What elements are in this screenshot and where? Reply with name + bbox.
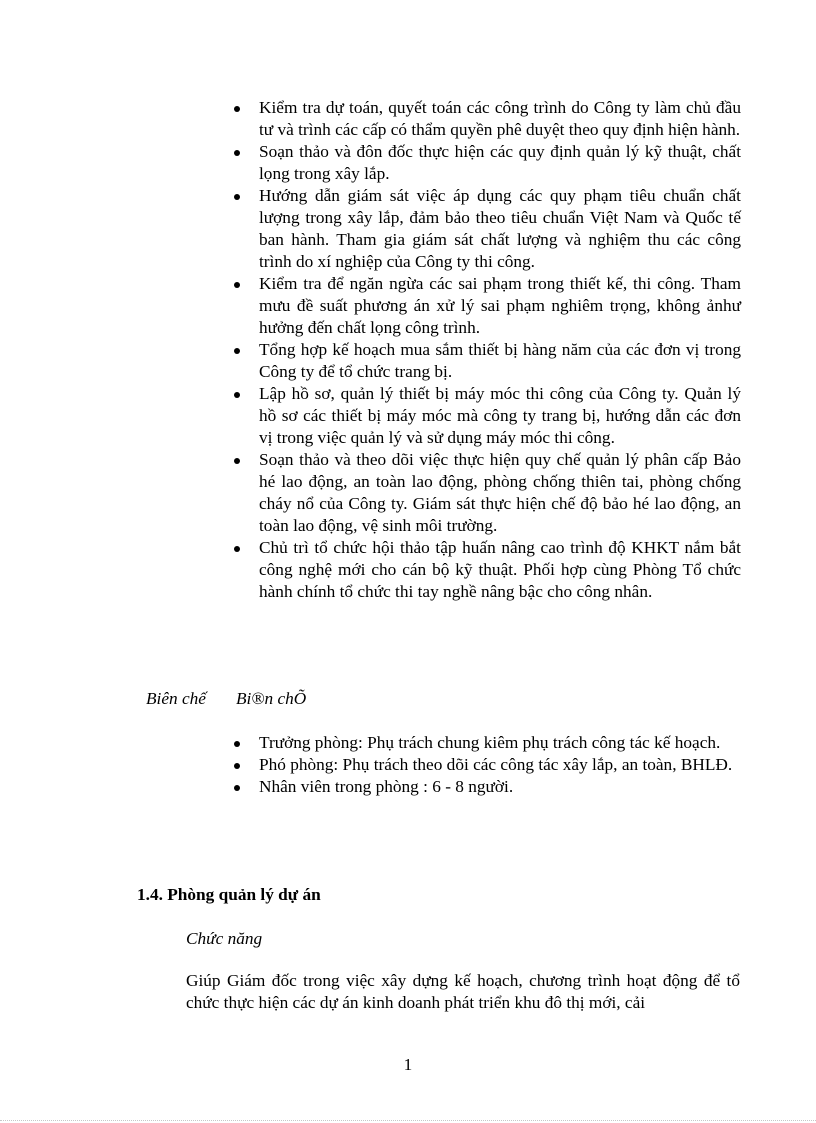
list-item [231,449,741,537]
list-item [231,273,741,339]
list-item-text: Trưởng phòng: Phụ trách chung kiêm phụ trách công tác kế hoạch. [259,733,721,752]
list-item [231,141,741,185]
list-item-text: Kiểm tra để ngăn ngừa các sai phạm trong thiết kế, thi công. Tham mưu đề suất phương án xử lý sai phạm nghiêm trọng, không ảnhư hưởng đến chất lọng công trình. [259,274,741,337]
list-item [231,754,741,776]
bullet-icon [234,785,240,791]
page-number: 1 [403,1055,413,1074]
page-bottom-divider [0,1120,816,1121]
list-item-text: Soạn thảo và đôn đốc thực hiện các quy định quản lý kỹ thuật, chất lọng trong xây lắp. [259,142,741,183]
list-item-text: Hướng dẫn giám sát việc áp dụng các quy phạm tiêu chuẩn chất lượng trong xây lắp, đảm bảo theo tiêu chuẩn Việt Nam và Quốc tế ban hành. Tham gia giám sát chất lượng và nghiệm thu các công trình do xí nghiệp của Công ty thi công. [259,186,741,271]
responsibility-list [231,97,741,603]
list-item [231,339,741,383]
list-item-text: Kiểm tra dự toán, quyết toán các công trình do Công ty làm chủ đầu tư và trình các cấp có thẩm quyền phê duyệt theo quy định hiện hành. [259,98,741,139]
function-paragraph: Giúp Giám đốc trong việc xây dựng kế hoạch, chương trình hoạt động để tổ chức thực hiện các dự án kinh doanh phát triển khu đô thị mới, cải [186,971,740,1012]
bullet-icon [234,348,240,354]
list-item [231,97,741,141]
bullet-icon [234,194,240,200]
section-heading: 1.4. Phòng quản lý dự án [137,885,321,904]
list-item-text: Tổng hợp kế hoạch mua sắm thiết bị hàng năm của các đơn vị trong Công ty để tổ chức trang bị. [259,340,741,381]
staffing-label-garbled: Bi®n chÕ [236,689,307,708]
bullet-icon [234,106,240,112]
list-item [231,732,741,754]
list-item-text: Phó phòng: Phụ trách theo dõi các công tác xây lắp, an toàn, BHLĐ. [259,755,733,774]
list-item-text: Chủ trì tổ chức hội thảo tập huấn nâng cao trình độ KHKT nắm bắt công nghệ mới cho cán bộ kỹ thuật. Phối hợp cùng Phòng Tổ chức hành chính tổ chức thi tay nghề nâng bậc cho công nhân. [259,538,741,601]
list-item [231,185,741,273]
list-item-text: Soạn thảo và theo dõi việc thực hiện quy chế quản lý phân cấp Bảo hé lao động, an toàn lao động, phòng chống thiên tai, phòng chống cháy nổ của Công ty. Giám sát thực hiện chế độ bảo hé lao động, an toàn lao động, vệ sinh môi trường. [259,450,741,535]
staffing-list [231,732,741,798]
bullet-icon [234,392,240,398]
bullet-icon [234,546,240,552]
list-item [231,537,741,603]
staffing-label: Biên chế [146,689,206,708]
list-item-text: Nhân viên trong phòng : 6 - 8 người. [259,777,514,796]
bullet-icon [234,458,240,464]
list-item [231,383,741,449]
function-label: Chức năng [186,929,263,948]
bullet-icon [234,282,240,288]
list-item [231,776,741,798]
list-item-text: Lập hồ sơ, quản lý thiết bị máy móc thi công của Công ty. Quản lý hồ sơ các thiết bị máy móc mà công ty trang bị, hướng dẫn các đơn vị trong việc quản lý và sử dụng máy móc thi công. [259,384,741,447]
bullet-icon [234,763,240,769]
bullet-icon [234,741,240,747]
bullet-icon [234,150,240,156]
